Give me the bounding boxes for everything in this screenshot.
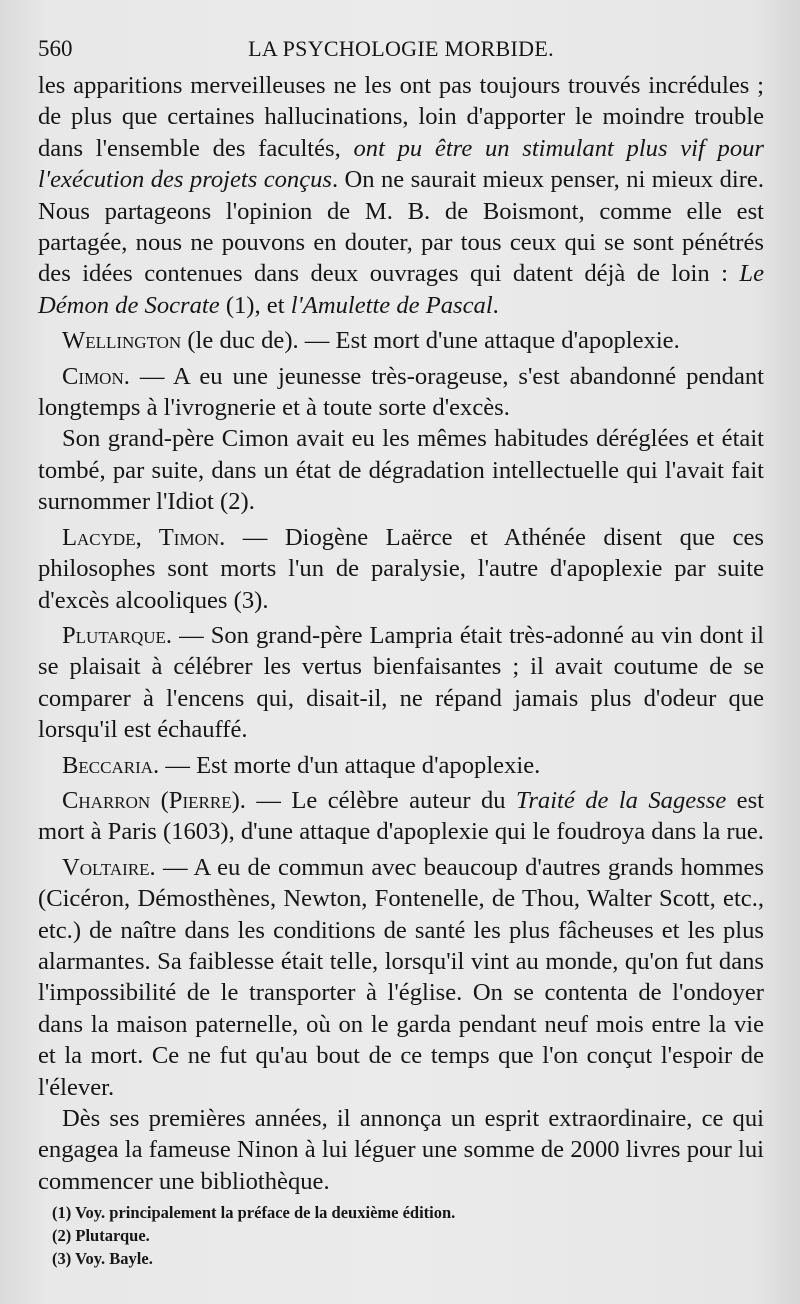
entry-charron: Charron (Pierre). — Le célèbre auteur du Traité de la Sagesse est mort à Paris (1603), d'une attaque d'apoplexie qui le foudroya dans la rue.	[38, 786, 764, 846]
paragraph-cimon-continued: Son grand-père Cimon avait eu les mêmes habitudes déréglées et était tombé, par suite, dans un état de dégradation intellectuelle qui l'avait fait surnommer l'Idiot (2).	[38, 425, 764, 516]
entry-wellington: Wellington (le duc de). — Est mort d'une attaque d'apoplexie.	[62, 327, 680, 355]
entry-lacyde-timon: Lacyde, Timon. — Diogène Laërce et Athénée disent que ces philosophes sont morts l'un de paralysie, l'autre d'apoplexie par suite d'excès alcooliques (3).	[38, 523, 764, 614]
entry-name: Beccaria	[62, 751, 154, 779]
entry-name: Cimon	[62, 362, 124, 390]
footnote-1: (1) Voy. principalement la préface de la deuxième édition.	[52, 1203, 456, 1222]
entry-name: Wellington	[62, 327, 182, 355]
entry-name: Lacyde, Timon	[62, 523, 220, 551]
entry-cimon: Cimon. — A eu une jeunesse très-orageuse, s'est abandonné pendant longtemps à l'ivrognerie et à toute sorte d'excès.	[38, 362, 764, 422]
entry-name: Charron (Pierre)	[62, 786, 240, 814]
footnote-3: (3) Voy. Bayle.	[52, 1249, 153, 1268]
title-amulette-pascal: l'Amulette de Pascal	[290, 291, 493, 319]
emphasis-quote: ont pu être un stimulant plus vif pour l'exécution des projets conçus	[38, 134, 765, 194]
footnotes	[52, 1201, 742, 1270]
entry-plutarque: Plutarque. — Son grand-père Lampria était très-adonné au vin dont il se plaisait à célébrer les vertus bienfaisantes ; il avait coutume de se comparer à l'encens qui, disait-il, ne répand jamais plus d'odeur que lorsqu'il est échauffé.	[38, 621, 764, 744]
title-traite-sagesse: Traité de la Sagesse	[516, 786, 727, 814]
title-demon-socrate: Le Démon de Socrate	[38, 260, 764, 319]
entry-name: Plutarque	[62, 621, 166, 649]
paragraph-intro: les apparitions merveilleuses ne les ont pas toujours trouvés incrédules ; de plus que certaines hallucinations, loin d'apporter le moindre trouble dans l'ensemble des facultés, ont pu être un stimulant plus vif pour l'exécution des projets conçus. On ne saurait mieux penser, ni mieux dire. Nous partageons l'opinion de M. B. de Boismont, comme elle est partagée, nous ne pouvons en douter, par tous ceux qui se sont pénétrés des idées contenues dans deux ouvrages qui datent déjà de loin : Le Démon de Socrate (1), et l'Amulette de Pascal.	[38, 72, 765, 319]
running-title: LA PSYCHOLOGIE MORBIDE.	[248, 36, 554, 61]
page-header	[38, 36, 764, 70]
paragraph-voltaire-continued: Dès ses premières années, il annonça un esprit extraordinaire, ce qui engagea la fameuse Ninon à lui léguer une somme de 2000 livres pour lui commencer une bibliothèque.	[38, 1105, 764, 1195]
entry-voltaire: Voltaire. — A eu de commun avec beaucoup d'autres grands hommes (Cicéron, Démosthènes, Newton, Fontenelle, de Thou, Walter Scott, etc., etc.) de naître dans les conditions de santé les plus fâcheuses et les plus alarmantes. Sa faiblesse était telle, lorsqu'il vint au monde, qu'on fut dans l'impossibilité de le transporter à l'église. On se contenta de l'ondoyer dans la maison paternelle, où on le garda pendant neuf mois entre la vie et la mort. Ce ne fut qu'au bout de ce temps que l'on conçut l'espoir de l'élever.	[38, 853, 764, 1101]
footnote-2: (2) Plutarque.	[52, 1226, 150, 1245]
page-number: 560	[38, 36, 73, 61]
entry-name: Voltaire	[62, 853, 150, 881]
body-text	[38, 70, 764, 1197]
entry-beccaria: Beccaria. — Est morte d'un attaque d'apoplexie.	[62, 751, 541, 779]
